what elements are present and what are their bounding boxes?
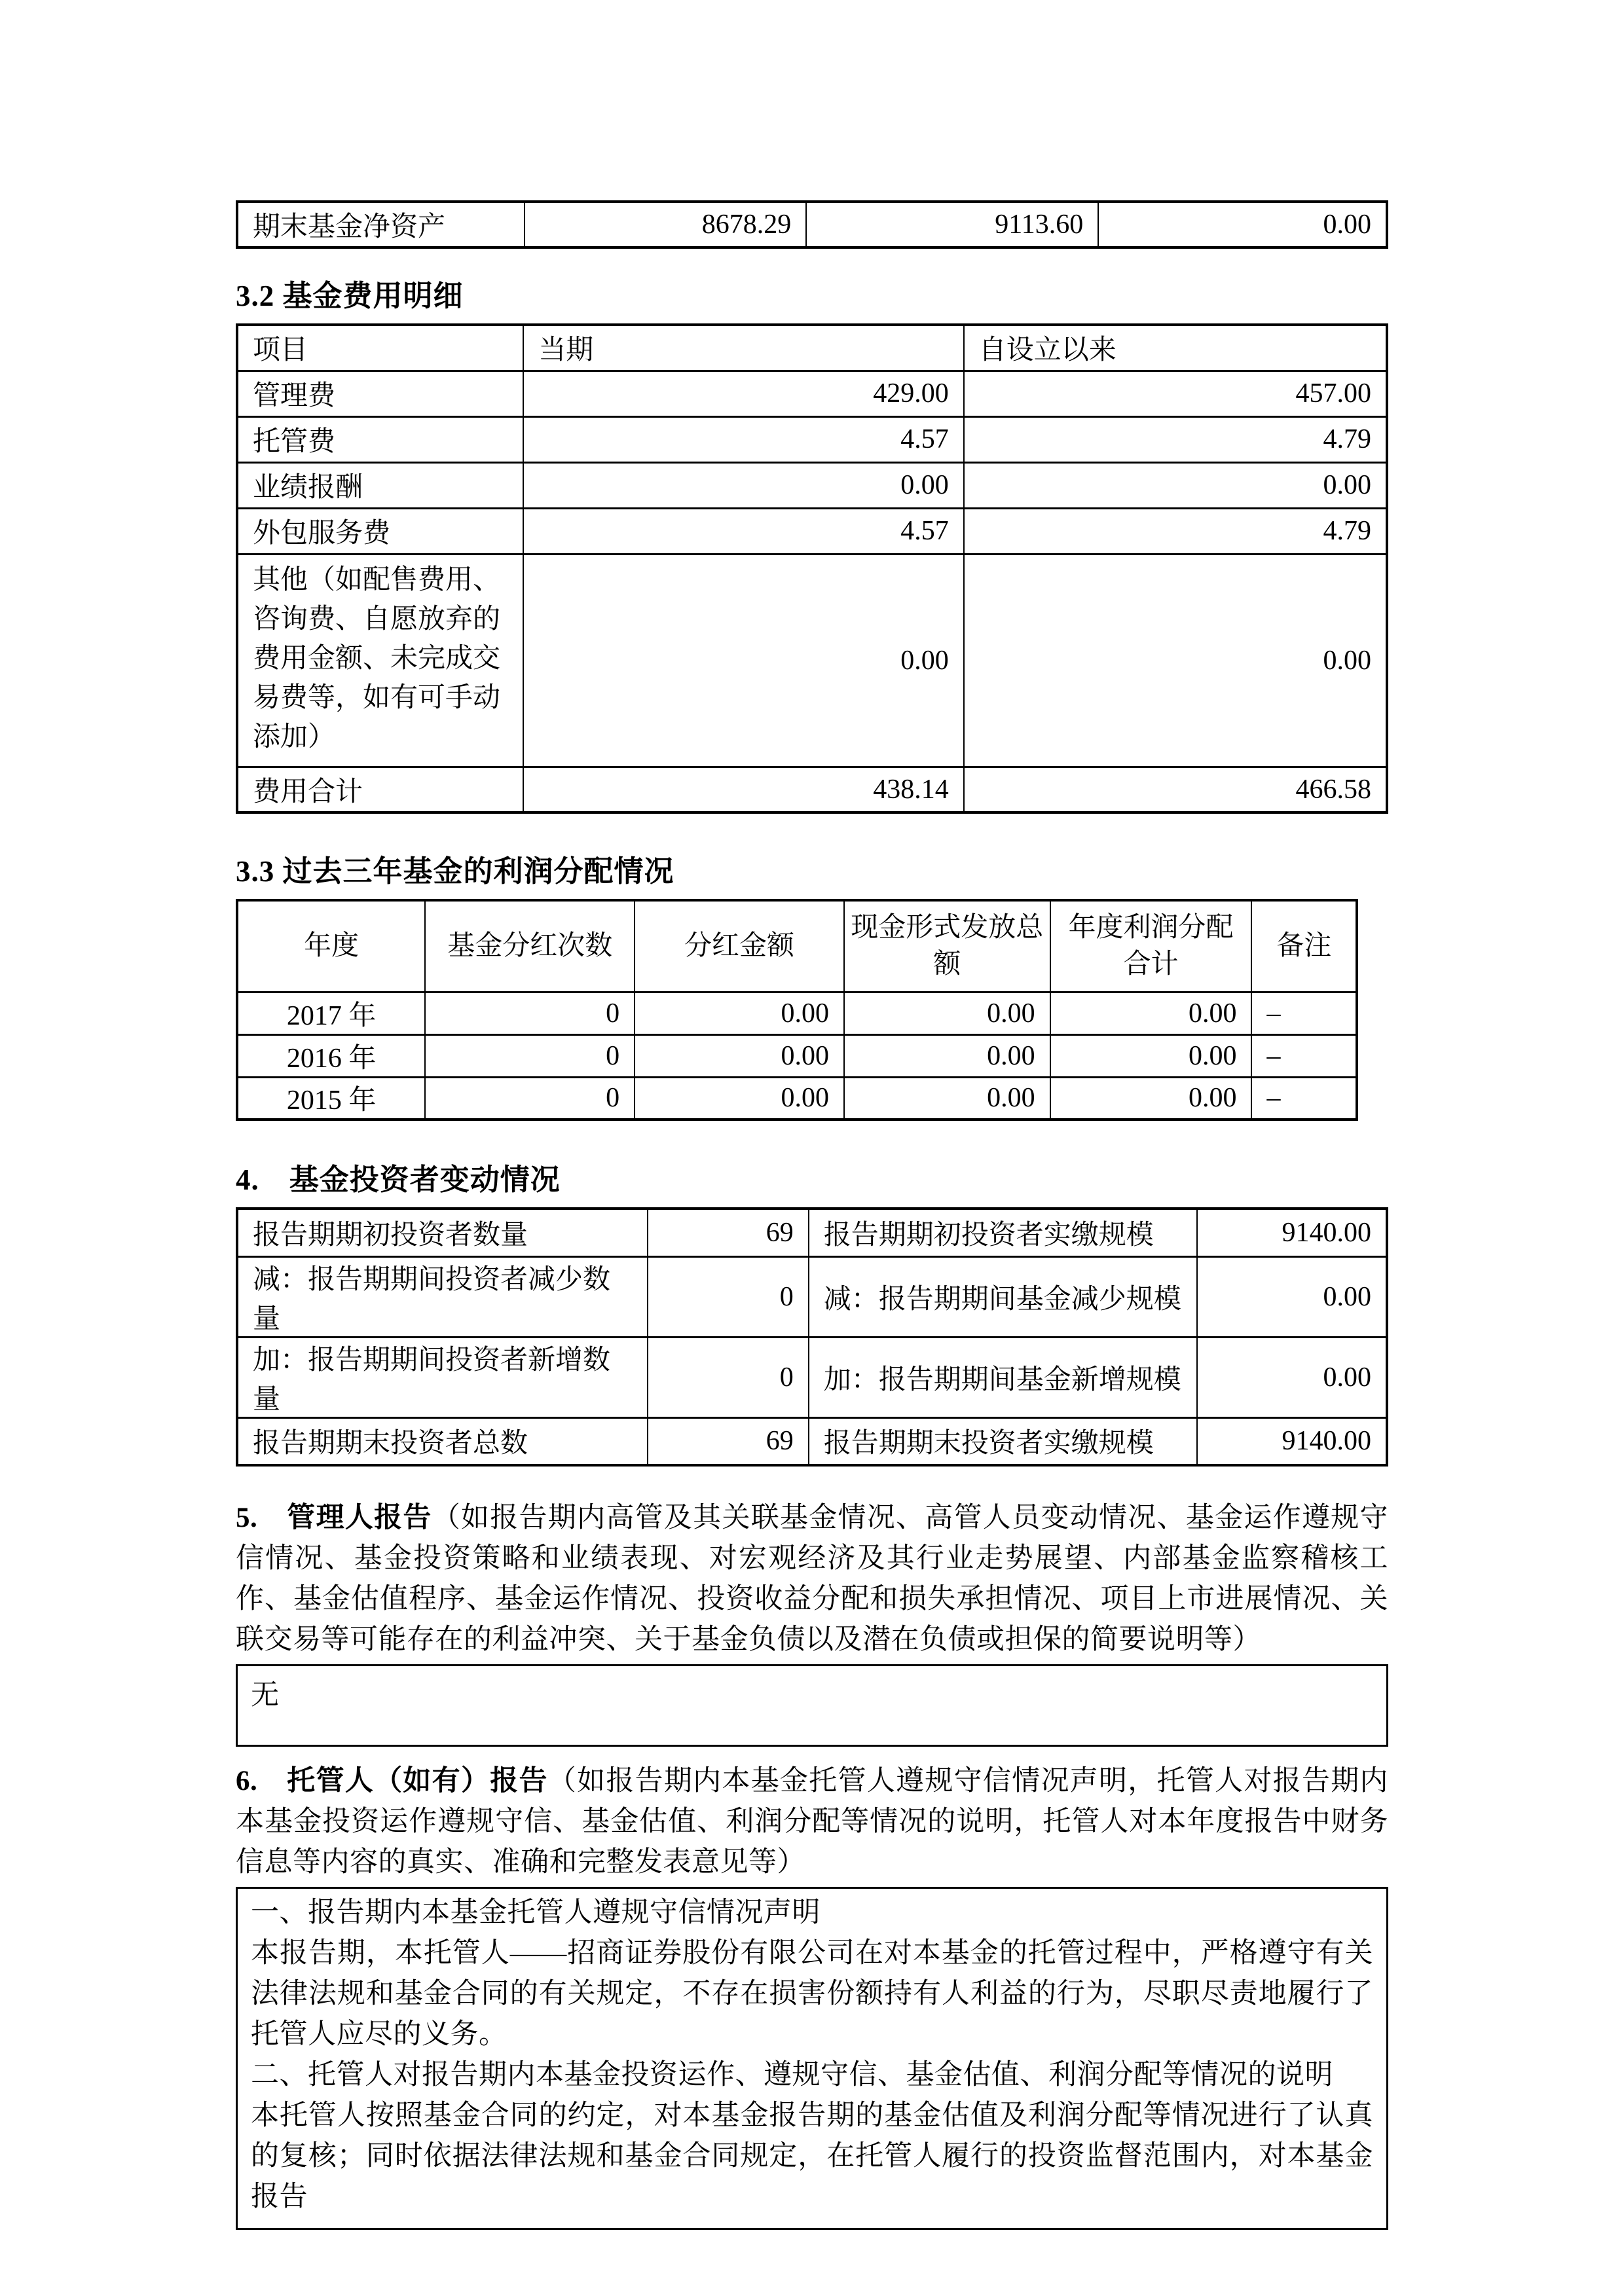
- dividend-header-year: 年度: [237, 900, 425, 992]
- section-4-heading: 4. 基金投资者变动情况: [236, 1163, 561, 1196]
- investor-count: 69: [648, 1209, 809, 1256]
- fee-row-value: 4.79: [964, 416, 1387, 462]
- fee-table: [236, 323, 1388, 814]
- investor-scale-label: 减：报告期期间基金减少规模: [809, 1256, 1198, 1337]
- dividend-profit-total: 0.00: [1050, 1077, 1252, 1120]
- dividend-remark: –: [1251, 1077, 1357, 1120]
- dividend-year: 2017 年: [237, 992, 425, 1034]
- fee-total-value: 466.58: [964, 767, 1387, 812]
- investor-scale-value: 0.00: [1197, 1337, 1387, 1417]
- custodian-opinion-title: 二、托管人对报告期内本基金投资运作、遵规守信、基金估值、利润分配等情况的说明: [251, 2060, 1333, 2090]
- dividend-header-times: 基金分红次数: [425, 900, 635, 992]
- investor-count: 0: [648, 1337, 809, 1417]
- dividend-times: 0: [425, 1077, 635, 1120]
- table-row-total: [237, 767, 1387, 812]
- table-row: [237, 1256, 1387, 1337]
- manager-report-box: [236, 1664, 1388, 1747]
- investor-scale-value: 0.00: [1197, 1256, 1387, 1337]
- custodian-statement-body: 本报告期，本托管人——招商证券股份有限公司在对本基金的托管过程中，严格遵守有关法律法规和基金合同的有关规定，不存在损害份额持有人利益的行为，尽职尽责地履行了托管人应尽的义务。: [251, 1938, 1373, 2050]
- fee-row-value: 0.00: [964, 462, 1387, 508]
- section-3-3-heading: 3.3 过去三年基金的利润分配情况: [236, 855, 674, 888]
- net-assets-value-2: 9113.60: [806, 202, 1098, 247]
- dividend-times: 0: [425, 1034, 635, 1077]
- investor-scale-label: 报告期期末投资者实缴规模: [809, 1417, 1198, 1465]
- investor-scale-value: 9140.00: [1197, 1209, 1387, 1256]
- manager-report-heading: [236, 1498, 1388, 1660]
- table-row: [237, 202, 1387, 247]
- fee-row-value: 4.57: [523, 416, 964, 462]
- fee-header-item: 项目: [237, 325, 523, 371]
- investor-scale-value: 9140.00: [1197, 1417, 1387, 1465]
- investor-count: 69: [648, 1417, 809, 1465]
- net-assets-value-3: 0.00: [1098, 202, 1387, 247]
- fee-row-label: 业绩报酬: [237, 462, 523, 508]
- investor-label: 加：报告期期间投资者新增数量: [237, 1337, 648, 1417]
- investor-label: 报告期期初投资者数量: [237, 1209, 648, 1256]
- fee-row-value: 429.00: [523, 371, 964, 416]
- dividend-times: 0: [425, 992, 635, 1034]
- table-row-other-fees: [237, 554, 1387, 767]
- dividend-header-profit-total: 年度利润分配合计: [1050, 900, 1252, 992]
- fee-row-label: 外包服务费: [237, 508, 523, 554]
- dividend-year: 2015 年: [237, 1077, 425, 1120]
- manager-report-desc: （如报告期内高管及其关联基金情况、高管人员变动情况、基金运作遵规守信情况、基金投资策略和业绩表现、对宏观经济及其行业走势展望、内部基金监察稽核工作、基金估值程序、基金运作情况、投资收益分配和损失承担情况、项目上市进展情况、关联交易等可能存在的利益冲突、关于基金负债以及潜在负债或担保的简要说明等）: [236, 1503, 1389, 1655]
- investor-table: [236, 1207, 1388, 1467]
- fee-header-current: 当期: [523, 325, 964, 371]
- fee-row-value: 0.00: [523, 554, 964, 767]
- custodian-opinion-body: 本托管人按照基金合同的约定，对本基金报告期的基金估值及利润分配等情况进行了认真的复核；同时依据法律法规和基金合同规定，在托管人履行的投资监督范围内，对本基金报告: [251, 2100, 1373, 2212]
- custodian-report-heading: [236, 1761, 1388, 1883]
- manager-report-lead: 5. 管理人报告: [236, 1503, 432, 1533]
- dividend-profit-total: 0.00: [1050, 1034, 1252, 1077]
- dividend-amount: 0.00: [635, 1034, 844, 1077]
- custodian-statement-title: 一、报告期内本基金托管人遵规守信情况声明: [251, 1897, 821, 1928]
- fee-row-label: 其他（如配售费用、咨询费、自愿放弃的费用金额、未完成交易费等，如有可手动添加）: [237, 554, 523, 767]
- dividend-header-amount: 分红金额: [635, 900, 844, 992]
- dividend-profit-total: 0.00: [1050, 992, 1252, 1034]
- dividend-year: 2016 年: [237, 1034, 425, 1077]
- custodian-report-desc: （如报告期内本基金托管人遵规守信情况声明，托管人对报告期内本基金投资运作遵规守信、基金估值、利润分配等情况的说明，托管人对本年度报告中财务信息等内容的真实、准确和完整发表意见等）: [236, 1766, 1389, 1878]
- dividend-cash-total: 0.00: [844, 1034, 1050, 1077]
- dividend-header-cash-total: 现金形式发放总额: [844, 900, 1050, 992]
- investor-count: 0: [648, 1256, 809, 1337]
- fee-row-value: 4.79: [964, 508, 1387, 554]
- fee-row-value: 4.57: [523, 508, 964, 554]
- table-row: [237, 462, 1387, 508]
- table-row: [237, 992, 1357, 1034]
- dividend-amount: 0.00: [635, 1077, 844, 1120]
- custodian-report-lead: 6. 托管人（如有）报告: [236, 1766, 548, 1796]
- table-row: [237, 1077, 1357, 1120]
- table-row: [237, 1417, 1387, 1465]
- table-row: [237, 1337, 1387, 1417]
- table-row: [237, 508, 1387, 554]
- dividend-remark: –: [1251, 1034, 1357, 1077]
- fee-row-label: 管理费: [237, 371, 523, 416]
- table-row: [237, 1034, 1357, 1077]
- table-row: [237, 416, 1387, 462]
- dividend-cash-total: 0.00: [844, 992, 1050, 1034]
- fee-row-value: 0.00: [523, 462, 964, 508]
- net-assets-label: 期末基金净资产: [237, 202, 525, 247]
- net-assets-value-1: 8678.29: [525, 202, 806, 247]
- investor-scale-label: 报告期期初投资者实缴规模: [809, 1209, 1198, 1256]
- custodian-report-box: [236, 1887, 1388, 2230]
- manager-report-content: 无: [251, 1680, 280, 1711]
- investor-label: 减：报告期期间投资者减少数量: [237, 1256, 648, 1337]
- fee-header-since-inception: 自设立以来: [964, 325, 1387, 371]
- table-row: [237, 1209, 1387, 1256]
- net-assets-table: [236, 200, 1388, 249]
- dividend-table: [236, 899, 1358, 1121]
- fee-row-value: 0.00: [964, 554, 1387, 767]
- dividend-amount: 0.00: [635, 992, 844, 1034]
- section-3-2-heading: 3.2 基金费用明细: [236, 280, 464, 312]
- fee-row-label: 托管费: [237, 416, 523, 462]
- dividend-remark: –: [1251, 992, 1357, 1034]
- table-header-row: [237, 900, 1357, 992]
- fee-row-value: 457.00: [964, 371, 1387, 416]
- dividend-header-remark: 备注: [1251, 900, 1357, 992]
- investor-label: 报告期期末投资者总数: [237, 1417, 648, 1465]
- table-row: [237, 371, 1387, 416]
- table-header-row: [237, 325, 1387, 371]
- fee-total-value: 438.14: [523, 767, 964, 812]
- dividend-cash-total: 0.00: [844, 1077, 1050, 1120]
- fee-total-label: 费用合计: [237, 767, 523, 812]
- investor-scale-label: 加：报告期期间基金新增规模: [809, 1337, 1198, 1417]
